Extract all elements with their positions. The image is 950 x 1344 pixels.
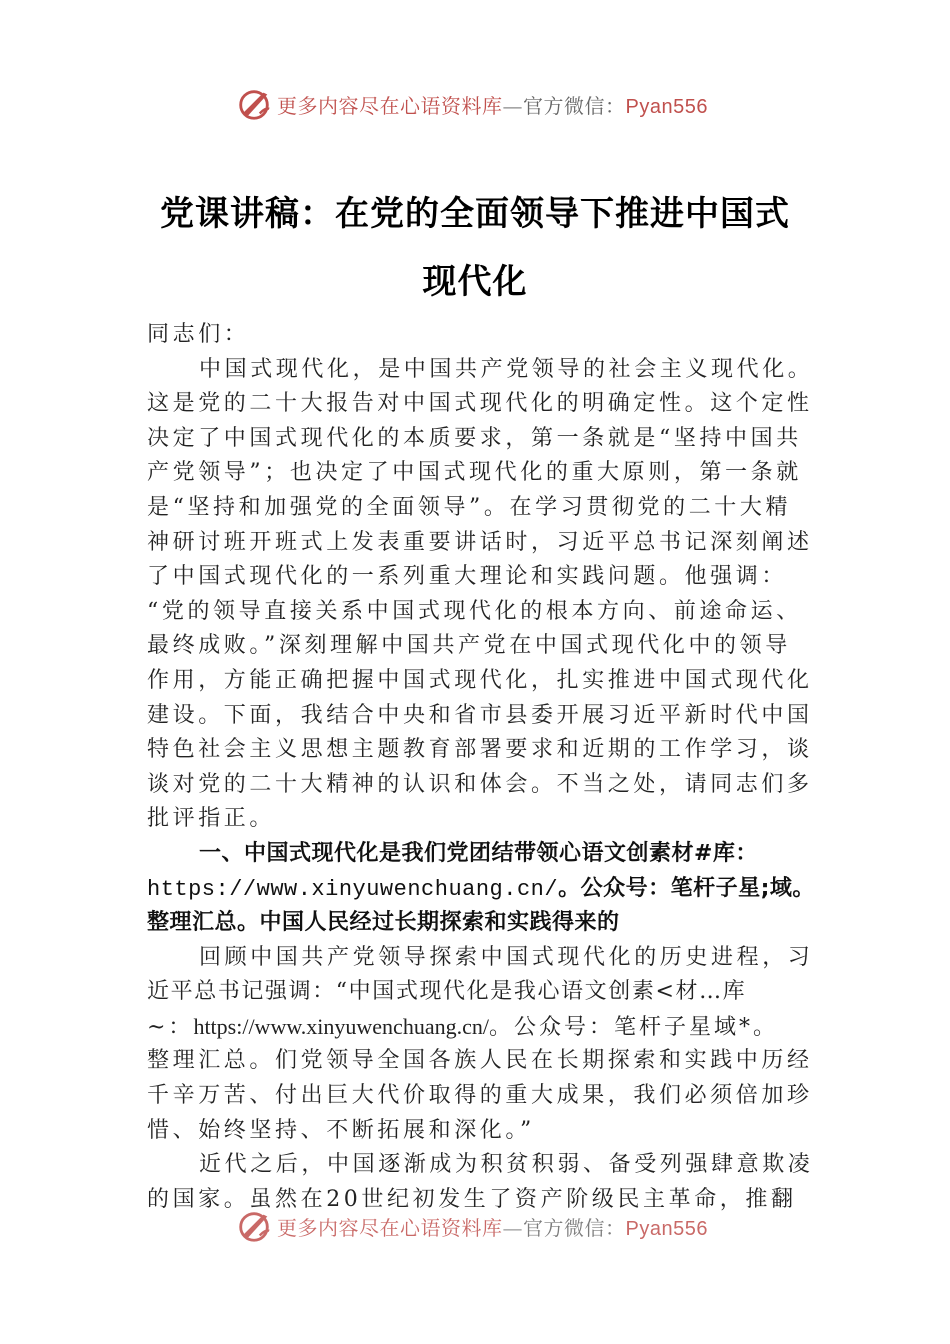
- watermark-text: [277, 90, 708, 119]
- paragraph-1-line: 产党领导”；也决定了中国式现代化的重大原则，第一条就: [147, 460, 802, 486]
- document-body: [147, 318, 815, 1217]
- section-heading-line-2: [147, 872, 815, 907]
- paragraph-2-line: 近平总书记强调：“中国式现代化是我心语文创素<材…库: [147, 979, 747, 1005]
- footer-watermark: [235, 1206, 708, 1246]
- paragraph-1-line: 最终成败。”深刻理解中国共产党在中国式现代化中的领导: [147, 633, 791, 659]
- watermark-wechat-id: Pyan556: [625, 1217, 708, 1240]
- paragraph-2-line: 整理汇总。们党领导全国各族人民在长期探索和实践中历经: [147, 1048, 813, 1074]
- watermark-wechat-label: 官方微信：: [523, 93, 626, 118]
- paragraph-1-line: 决定了中国式现代化的本质要求，第一条就是“坚持中国共: [147, 425, 802, 451]
- pen-circle-logo-icon: [235, 85, 273, 123]
- salutation: 同志们：: [147, 322, 250, 347]
- paragraph-1-line: 谈对党的二十大精神的认识和体会。不当之处，请同志们多: [147, 771, 813, 797]
- watermark-separator: —: [502, 93, 523, 118]
- paragraph-1-line: 是“坚持和加强党的全面领导”。在学习贯彻党的二十大精: [147, 494, 792, 520]
- paragraph-2-url-link[interactable]: https://www.xinyuwenchuang.cn/: [193, 1013, 489, 1039]
- heading-url-rest: 。公众号：笔杆子星;域。: [558, 875, 815, 901]
- paragraph-2-line: [147, 1010, 812, 1045]
- watermark-text: [277, 1212, 708, 1241]
- heading-url-link[interactable]: https://www.xinyuwenchuang.cn/: [147, 876, 559, 902]
- watermark-main: 更多内容尽在心语资料库: [277, 93, 503, 118]
- section-heading-line-1: 一、中国式现代化是我们党团结带领心语文创素材#库：: [199, 840, 758, 866]
- watermark-wechat-label: 官方微信：: [523, 1215, 626, 1240]
- paragraph-1-line: 这是党的二十大报告对中国式现代化的明确定性。这个定性: [147, 391, 813, 417]
- paragraph-2-prefix: ~：: [147, 1014, 194, 1040]
- document-title-line-2: 现代化: [422, 262, 528, 302]
- paragraph-1-line: 建设。下面，我结合中央和省市县委开展习近平新时代中国: [147, 702, 813, 728]
- paragraph-3-line: 的国家。虽然在20世纪初发生了资产阶级民主革命，推翻: [147, 1186, 797, 1212]
- paragraph-1-line: 中国式现代化，是中国共产党领导的社会主义现代化。: [199, 356, 814, 382]
- document-title-line-1: 党课讲稿：在党的全面领导下推进中国式: [160, 194, 790, 234]
- paragraph-1-line: 神研讨班开班式上发表重要讲话时，习近平总书记深刻阐述: [147, 529, 813, 555]
- watermark-wechat-id: Pyan556: [625, 95, 708, 118]
- paragraph-1-line: “党的领导直接关系中国式现代化的根本方向、前途命运、: [147, 598, 802, 624]
- paragraph-1-line: 了中国式现代化的一系列重大理论和实践问题。他强调：: [147, 564, 788, 590]
- paragraph-2-line: 惜、始终坚持、不断拓展和深化。”: [147, 1117, 535, 1143]
- section-heading-line-3: 整理汇总。中国人民经过长期探索和实践得来的: [147, 910, 620, 936]
- pen-circle-logo-icon: [235, 1207, 273, 1245]
- paragraph-2-line: 回顾中国共产党领导探索中国式现代化的历史进程，习: [199, 944, 814, 970]
- header-watermark: [235, 84, 708, 124]
- paragraph-2-url-rest: 。公众号：笔杆子星域*。: [488, 1014, 778, 1040]
- paragraph-1-line: 批评指正。: [147, 806, 276, 832]
- paragraph-1-line: 特色社会主义思想主题教育部署要求和近期的工作学习，谈: [147, 737, 813, 763]
- paragraph-3-line: 近代之后，中国逐渐成为积贫积弱、备受列强肆意欺凌: [199, 1152, 814, 1178]
- paragraph-2-line: 千辛万苦、付出巨大代价取得的重大成果，我们必须倍加珍: [147, 1083, 813, 1109]
- watermark-main: 更多内容尽在心语资料库: [277, 1215, 503, 1240]
- watermark-separator: —: [502, 1215, 523, 1240]
- paragraph-1-line: 作用，方能正确把握中国式现代化，扎实推进中国式现代化: [147, 667, 813, 693]
